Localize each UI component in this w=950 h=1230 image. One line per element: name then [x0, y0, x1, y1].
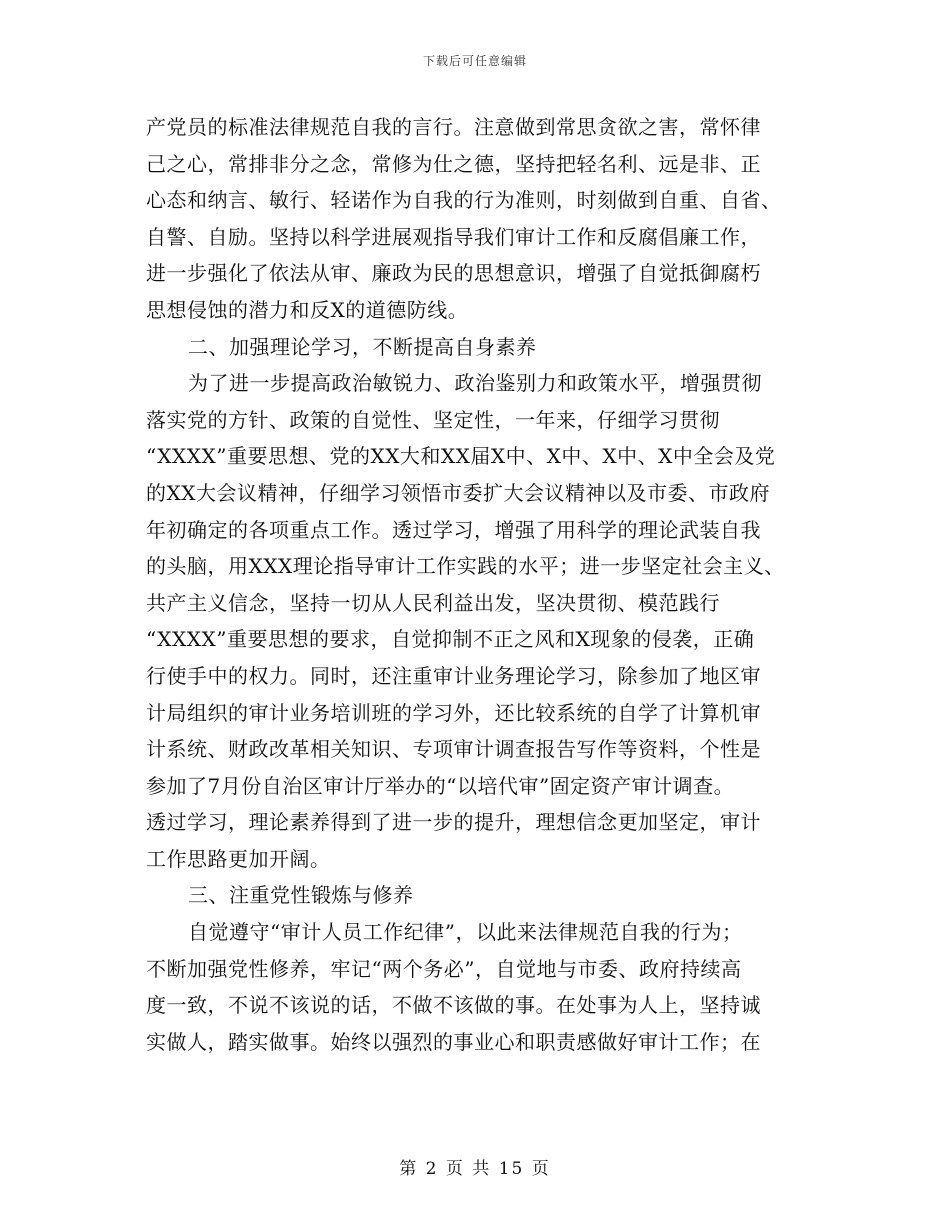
paragraph-line-indented: 为了进一步提高政治敏锐力、政治鉴别力和政策水平，增强贯彻	[188, 371, 762, 396]
page-number-footer: 第 2 页 共 15 页	[399, 1159, 551, 1179]
paragraph-line: 度一致，不说不该说的话，不做不该做的事。在处事为人上，坚持诚	[146, 993, 761, 1018]
paragraph-line: 实做人，踏实做事。始终以强烈的事业心和职责感做好审计工作；在	[146, 1029, 761, 1054]
paragraph-line: 进一步强化了依法从审、廉政为民的思想意识，增强了自觉抵御腐朽	[146, 261, 761, 286]
paragraph-line: 自警、自励。坚持以科学进展观指导我们审计工作和反腐倡廉工作，	[146, 224, 761, 249]
paragraph-line: 透过学习，理论素养得到了进一步的提升，理想信念更加坚定，审计	[146, 810, 761, 835]
paragraph-line: 计局组织的审计业务培训班的学习外，还比较系统的自学了计算机审	[146, 700, 761, 725]
paragraph-line-indented: 三、注重党性锻炼与修养	[188, 883, 414, 908]
paragraph-line: 工作思路更加开阔。	[146, 846, 331, 871]
page-header-note: 下载后可任意编辑	[422, 54, 527, 68]
paragraph-line: 共产主义信念，坚持一切从人民利益出发，坚决贯彻、模范践行	[146, 590, 720, 615]
paragraph-line: 参加了7月份自治区审计厅举办的“以培代审”固定资产审计调查。	[146, 773, 735, 798]
paragraph-line: “XXXX”重要思想的要求，自觉抑制不正之风和X现象的侵袭，正确	[146, 627, 755, 652]
paragraph-line: 己之心，常排非分之念，常修为仕之德，坚持把轻名利、远是非、正	[146, 151, 761, 176]
paragraph-line: 的XX大会议精神，仔细学习领悟市委扩大会议精神以及市委、市政府	[146, 480, 770, 505]
paragraph-line: 思想侵蚀的潜力和反X的道德防线。	[146, 297, 469, 322]
paragraph-line: 的头脑，用XXX理论指导审计工作实践的水平；进一步坚定社会主义、	[146, 554, 785, 579]
paragraph-line: 落实党的方针、政策的自觉性、坚定性，一年来，仔细学习贯彻	[146, 407, 720, 432]
paragraph-line: 产党员的标准法律规范自我的言行。注意做到常思贪欲之害，常怀律	[146, 115, 761, 139]
paragraph-line: 不断加强党性修养，牢记“两个务必”，自觉地与市委、政府持续高	[146, 956, 742, 981]
paragraph-line: 行使手中的权力。同时，还注重审计业务理论学习，除参加了地区审	[146, 663, 761, 688]
document-body	[146, 109, 806, 1060]
paragraph-line-indented: 二、加强理论学习，不断提高自身素养	[188, 334, 537, 359]
paragraph-line-indented: 自觉遵守“审计人员工作纪律”，以此来法律规范自我的行为；	[188, 920, 743, 945]
paragraph-line: 心态和纳言、敏行、轻诺作为自我的行为准则，时刻做到自重、自省、	[146, 188, 782, 213]
paragraph-line: 年初确定的各项重点工作。透过学习，增强了用科学的理论武装自我	[146, 517, 761, 542]
paragraph-line: “XXXX”重要思想、党的XX大和XX届X中、X中、X中、X中全会及党	[146, 444, 776, 469]
paragraph-line: 计系统、财政改革相关知识、专项审计调查报告写作等资料，个性是	[146, 737, 761, 762]
